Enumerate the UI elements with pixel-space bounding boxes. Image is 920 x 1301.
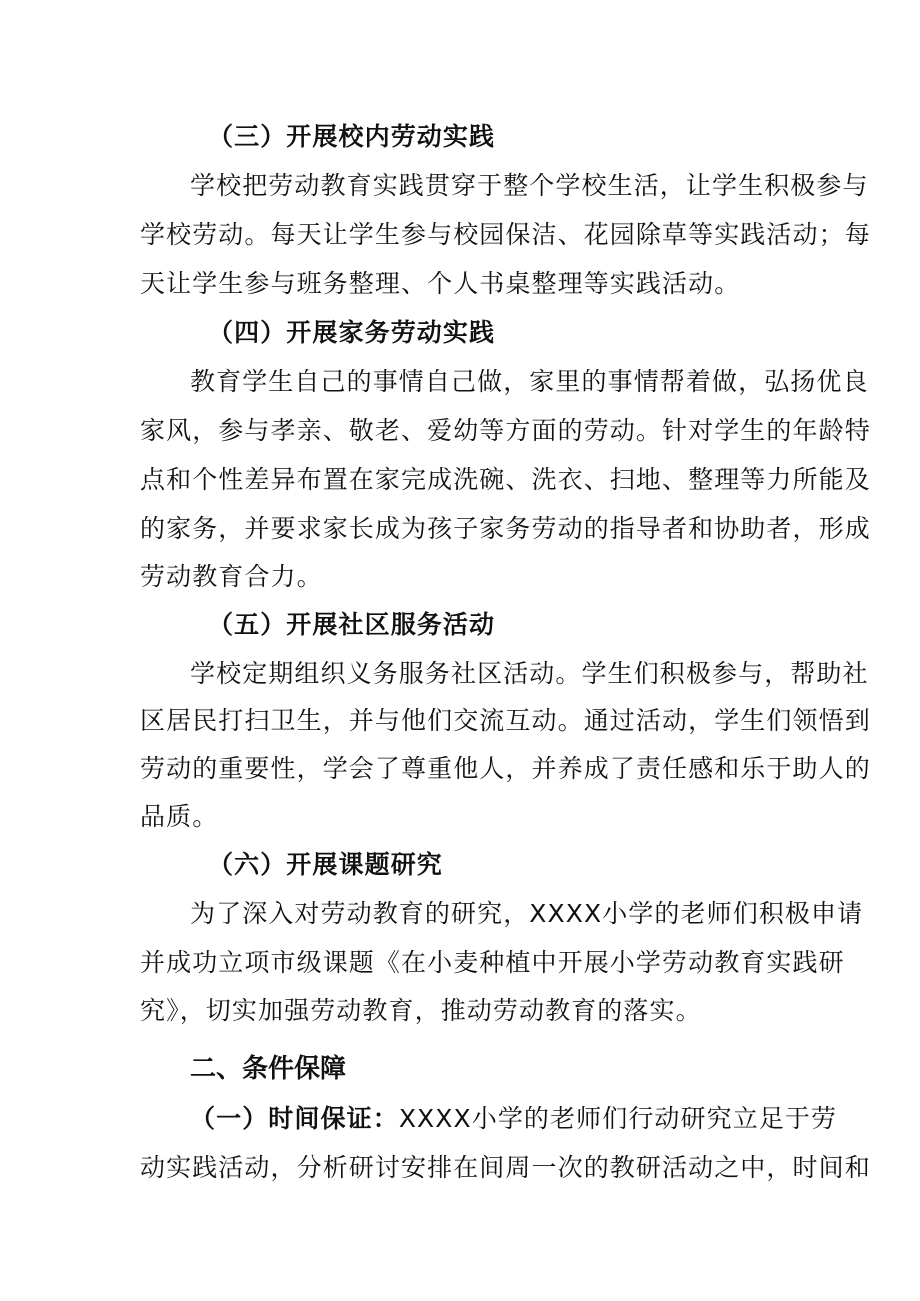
paragraph-line: 的家务，并要求家长成为孩子家务劳动的指导者和协助者，形成 bbox=[140, 514, 871, 543]
paragraph-line: 学校把劳动教育实践贯穿于整个学校生活，让学生积极参与 bbox=[190, 171, 869, 200]
part-heading-conditions: 二、条件保障 bbox=[190, 1054, 347, 1084]
paragraph-line: 劳动的重要性，学会了尊重他人，并养成了责任感和乐于助人的 bbox=[140, 754, 871, 783]
paragraph-line: 区居民打扫卫生，并与他们交流互动。通过活动，学生们领悟到 bbox=[140, 706, 871, 735]
paragraph-line: 教育学生自己的事情自己做，家里的事情帮着做，弘扬优良 bbox=[190, 367, 869, 396]
item-text: XXXX小学的老师们行动研究立足于劳 bbox=[398, 1104, 838, 1133]
section-heading-6: （六）开展课题研究 bbox=[208, 850, 443, 879]
paragraph-line: 家风，参与孝亲、敬老、爱幼等方面的劳动。针对学生的年龄特 bbox=[140, 416, 871, 445]
paragraph-line: 学校劳动。每天让学生参与校园保洁、花园除草等实践活动；每 bbox=[140, 220, 871, 249]
section-heading-3: （三）开展校内劳动实践 bbox=[208, 122, 496, 151]
paragraph-line: 天让学生参与班务整理、个人书桌整理等实践活动。 bbox=[140, 269, 741, 298]
paragraph-line: 点和个性差异布置在家完成洗碗、洗衣、扫地、整理等力所能及 bbox=[140, 465, 871, 494]
section-heading-4: （四）开展家务劳动实践 bbox=[208, 318, 496, 347]
paragraph-line: 究》，切实加强劳动教育，推动劳动教育的落实。 bbox=[140, 996, 702, 1025]
paragraph-line: 并成功立项市级课题《在小麦种植中开展小学劳动教育实践研 bbox=[140, 948, 845, 977]
paragraph-line bbox=[190, 1099, 838, 1139]
paragraph-line: 学校定期组织义务服务社区活动。学生们积极参与，帮助社 bbox=[190, 659, 869, 688]
paragraph-line: 品质。 bbox=[140, 802, 219, 831]
paragraph-line: 动实践活动，分析研讨安排在间周一次的教研活动之中，时间和 bbox=[140, 1153, 871, 1182]
paragraph-line: 劳动教育合力。 bbox=[140, 562, 323, 591]
paragraph-line: 为了深入对劳动教育的研究，XXXX小学的老师们积极申请 bbox=[190, 899, 864, 928]
section-heading-5: （五）开展社区服务活动 bbox=[208, 610, 496, 639]
item-label-time: （一）时间保证： bbox=[190, 1104, 399, 1133]
